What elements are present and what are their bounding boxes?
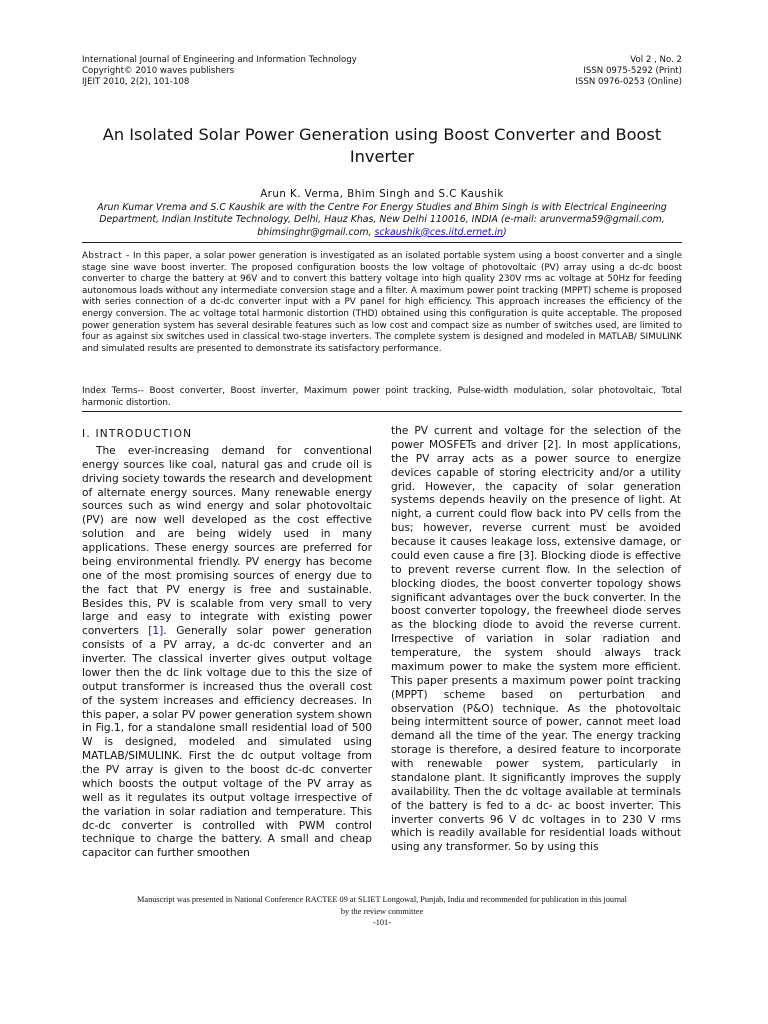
abstract-rule-top [82, 242, 682, 243]
citation: IJEIT 2010, 2(2), 101-108 [82, 77, 190, 87]
journal-header-right [575, 55, 682, 88]
journal-name: International Journal of Engineering and Information Technology [82, 55, 357, 65]
index-terms-text: Boost converter, Boost inverter, Maximum power point tracking, Pulse-width modulation, solar photovoltaic, Total harmonic distortion. [82, 386, 682, 408]
intro-paragraph-continued: the PV current and voltage for the selection of the power MOSFETs and driver [2]. In most applications, the PV array acts as a power source to energize devices capable of storing electricity and/or a utility grid. However, the capacity of solar generation systems depends heavily on the presence of light. At night, a current could flow back into PV cells from the bus; however, reverse current must be avoided because it causes leakage loss, extensive damage, or could even cause a fire [3]. Blocking diode is effective to prevent reverse current flow. In the selection of blocking diodes, the boost converter topology shows significant advantages over the buck converter. In the boost converter topology, the freewheel diode serves as the blocking diode to avoid the reverse current. Irrespective of variation in solar radiation and temperature, the system should always track maximum power to make the system more efficient. This paper presents a maximum power point tracking (MPPT) scheme based on perturbation and observation (P&O) technique. As the photovoltaic being intermittent source of power, cannot meet load demand all the time of the year. The energy tracking storage is therefore, a desired feature to incorporate with renewable power system, particularly in standalone plant. It significantly improves the supply availability. Then the dc voltage available at terminals of the battery is fed to a dc- ac boost inverter. This inverter converts 96 V dc voltages in to 230 V rms which is readily available for residential loads without using any transformer. So by using this [391, 425, 681, 854]
column-left [82, 428, 372, 861]
intro-text-a: The ever-increasing demand for conventional energy sources like coal, natural gas and crude oil is driving society towards the research and development of alternate energy sources. Many renewable energy sources such as wind energy and solar photovoltaic (PV) are now well developed as the cost effective solution and are being widely used in many applications. These energy sources are preferred for being environmental friendly. PV energy has become one of the most promising sources of energy due to the fact that PV energy is free and sustainable. Besides this, PV is scalable from very small to very large and easy to integrate with existing power converters [82, 444, 372, 638]
affiliation-text: Arun Kumar Vrema and S.C Kaushik are with the Centre For Energy Studies and Bhim Singh is with Electrical Engineering Department, Indian Institute Technology, Delhi, Hauz Khas, New Delhi 110016, INDIA (e-mail: arunverma59@gmail.com, bhimsinghr@gmail.com, [97, 202, 667, 238]
email-link[interactable]: sckaushik@ces.iitd.ernet.in [374, 226, 504, 238]
abstract-text: – In this paper, a solar power generation is investigated as an isolated portable system using a boost converter and a single stage sine wave boost inverter. The proposed configuration boosts the low voltage of photovoltaic (PV) array using a dc-dc boost converter to charge the battery at 96V and to convert this battery voltage into high quality 230V rms ac voltage at 50Hz for feeding autonomous loads without any intermediate conversion stage and a filter. A maximum power point tracking (MPPT) scheme is proposed with series connection of a dc-dc converter input with a PV panel for high efficiency. This approach increases the efficiency of the energy conversion. The ac voltage total harmonic distortion (THD) obtained using this configuration is quite acceptable. The proposed power generation system has several desirable features such as low cost and compact size as number of switches used, are limited to four as against six switches used in classical two-stage inverters. The complete system is designed and modeled in MATLAB/ SIMULINK and simulated results are presented to demonstrate its satisfactory performance. [82, 251, 682, 354]
issn-online: ISSN 0976-0253 (Online) [575, 77, 682, 87]
volume: Vol 2 , No. 2 [630, 55, 682, 65]
abstract [82, 251, 682, 355]
authors: Arun K. Verma, Bhim Singh and S.C Kaushik [260, 189, 504, 200]
section-heading: I. INTRODUCTION [82, 428, 193, 440]
column-right [391, 425, 681, 855]
affiliation-close: ) [503, 226, 507, 238]
abstract-rule-bottom [82, 411, 682, 412]
paper-title: An Isolated Solar Power Generation using Boost Converter and Boost Inverter [102, 125, 662, 166]
journal-header-left [82, 55, 357, 88]
abstract-label: Abstract [82, 251, 123, 261]
copyright: Copyright© 2010 waves publishers [82, 66, 235, 76]
footnote [82, 894, 682, 929]
reference-link[interactable]: [1] [148, 625, 164, 638]
affiliation [82, 202, 682, 239]
intro-text-b: . Generally solar power generation consists of a PV array, a dc-dc converter and an inverter. The classical inverter gives output voltage lower then the dc link voltage due to this the size of output transformer is increased thus the overall cost of the system increases and efficiency decreases. In this paper, a solar PV power generation system shown in Fig.1, for a standalone small residential load of 500 W is designed, modeled and simulated using MATLAB/SIMULINK. First the dc output voltage from the PV array is given to the boost dc-dc converter which boosts the output voltage of the PV array as well as it regulates its output voltage irrespective of the variation in solar radiation and temperature. This dc-dc converter is controlled with PWM control technique to charge the battery. A small and cheap capacitor can further smoothen [82, 625, 373, 860]
footnote-line-2: by the review committee [340, 906, 424, 916]
issn-print: ISSN 0975-5292 (Print) [583, 66, 682, 76]
footnote-line-1: Manuscript was presented in National Conference RACTEE 09 at SLIET Longowal, Punjab, India and recommended for publication in this journal [137, 895, 627, 904]
page-number: -101- [373, 918, 391, 928]
index-terms-label: Index Terms-- [82, 386, 144, 396]
index-terms [82, 386, 682, 409]
intro-paragraph [82, 445, 372, 861]
